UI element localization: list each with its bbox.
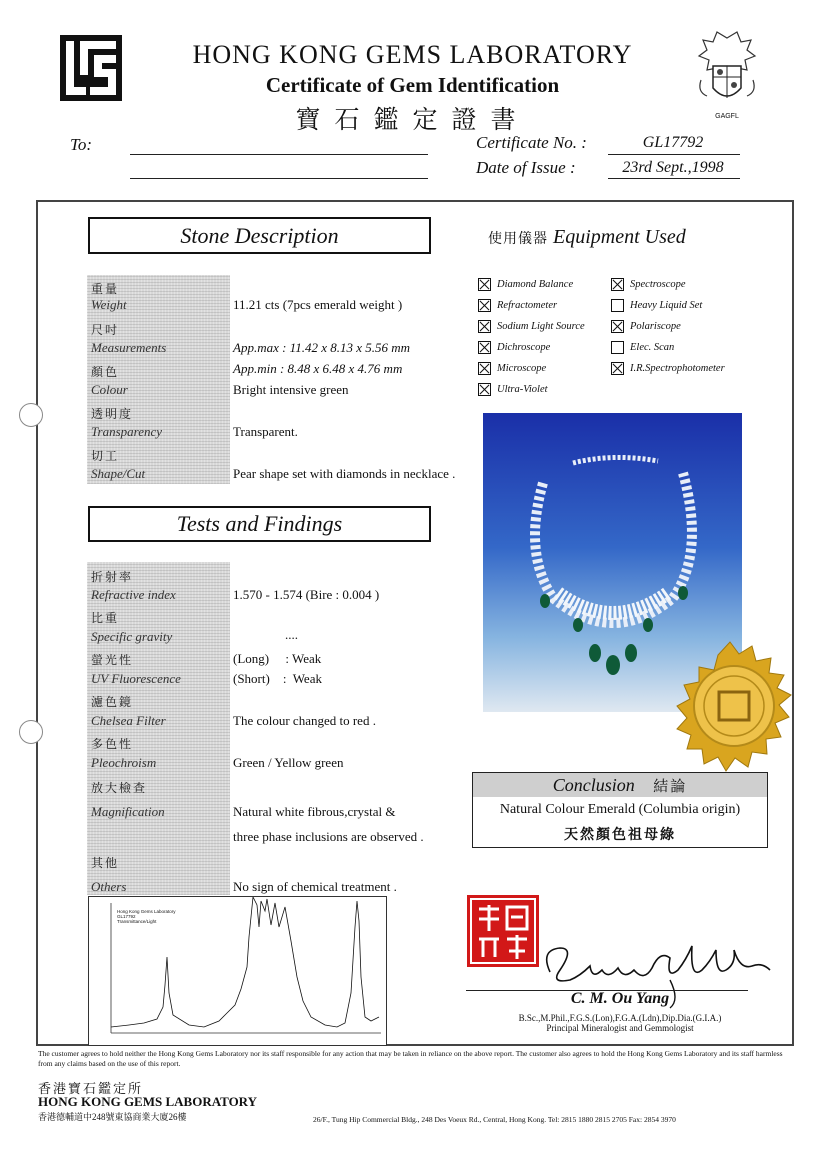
footer-address: 26/F., Tung Hip Commercial Bldg., 248 Des Voeux Rd., Central, Hong Kong. Tel: 2815 1880 2815 2705 Fax: 2854 3970 xyxy=(313,1115,676,1124)
certificate-title: Certificate of Gem Identification xyxy=(265,73,560,97)
ir-spectrum-plot xyxy=(88,896,387,1046)
equipment-item xyxy=(478,278,573,291)
conclusion-result-cn: 天然顏色祖母綠 xyxy=(564,828,676,843)
signatory-degrees: B.Sc.,M.Phil.,F.G.S.(Lon),F.G.A.(Ldn),Dip.Dia.(G.I.A.) xyxy=(518,1013,722,1023)
magnification-value-1: Natural white fibrous,crystal & xyxy=(233,804,396,819)
equipment-label: Diamond Balance xyxy=(497,279,574,290)
conclusion-title: Conclusion xyxy=(552,775,635,795)
checked-box-icon xyxy=(478,362,491,375)
checked-box-icon xyxy=(478,278,491,291)
transparency-label-cn: 透明度 xyxy=(91,407,134,421)
checked-box-icon xyxy=(611,278,624,291)
equipment-item xyxy=(611,362,725,375)
issue-date: 23rd Sept.,1998 xyxy=(622,159,724,176)
specific-gravity-label-cn: 比重 xyxy=(91,611,120,625)
crest-label: GAGFL xyxy=(715,113,739,120)
equipment-heading-cn: 使用儀器 xyxy=(488,232,548,247)
equipment-item xyxy=(611,299,702,312)
checked-box-icon xyxy=(478,299,491,312)
refractive-index-label-cn: 折射率 xyxy=(91,570,134,584)
weight-label-cn: 重量 xyxy=(91,282,120,296)
transparency-value: Transparent. xyxy=(233,424,298,439)
refractive-index-value: 1.570 - 1.574 (Bire : 0.004 ) xyxy=(233,587,380,602)
conclusion-box xyxy=(472,772,768,848)
shape-value: Pear shape set with diamonds in necklace . xyxy=(233,466,456,481)
cert-number: GL17792 xyxy=(642,134,704,151)
shape-label-cn: 切工 xyxy=(91,449,120,463)
lab-name: HONG KONG GEMS LABORATORY xyxy=(192,40,633,69)
measurements-min: App.min : 8.48 x 6.48 x 4.76 mm xyxy=(233,361,403,376)
checked-box-icon xyxy=(478,320,491,333)
issue-date-line xyxy=(608,178,740,179)
magnification-value-2: three phase inclusions are observed . xyxy=(233,829,424,844)
conclusion-result: Natural Colour Emerald (Columbia origin) xyxy=(499,802,741,817)
equipment-label: Spectroscope xyxy=(630,279,686,290)
lab-logo xyxy=(60,35,122,101)
specific-gravity-label: Specific gravity xyxy=(91,629,173,644)
equipment-item xyxy=(478,320,585,333)
weight-label: Weight xyxy=(91,297,127,312)
gold-seal xyxy=(655,640,805,790)
shape-label: Shape/Cut xyxy=(91,466,146,481)
signatory-name: C. M. Ou Yang xyxy=(570,990,670,1007)
crest-icon xyxy=(693,30,761,108)
magnification-label-cn: 放大檢查 xyxy=(91,781,148,795)
others-label: Others xyxy=(91,879,127,894)
tests-findings-heading: Tests and Findings xyxy=(88,506,431,542)
conclusion-header xyxy=(473,773,767,797)
spectrum-header-line-3: Transmittance/Light xyxy=(117,919,157,924)
equipment-item xyxy=(611,278,686,291)
uv-short-value: (Short) : Weak xyxy=(233,671,322,686)
measurements-label-cn: 尺吋 xyxy=(91,323,120,337)
equipment-item xyxy=(611,320,681,333)
equipment-heading-en: Equipment Used xyxy=(553,226,686,248)
empty-checkbox-icon xyxy=(611,299,624,312)
to-line-2 xyxy=(130,178,428,179)
equipment-item xyxy=(478,362,546,375)
equipment-label: Elec. Scan xyxy=(630,342,675,353)
equipment-item xyxy=(611,341,674,354)
binder-hole xyxy=(19,720,43,744)
footer-lab-name: HONG KONG GEMS LABORATORY xyxy=(38,1094,258,1109)
chelsea-filter-label: Chelsea Filter xyxy=(91,713,166,728)
crest-emblem xyxy=(693,30,761,120)
pleochroism-label-cn: 多色性 xyxy=(91,737,134,751)
equipment-label: Heavy Liquid Set xyxy=(630,300,703,311)
to-line-1 xyxy=(130,154,428,155)
footer-address-cn: 香港德輔道中248號東協商業大廈26樓 xyxy=(38,1112,187,1122)
footer-lab-name-cn: 香港寶石鑑定所 xyxy=(38,1081,144,1096)
checked-box-icon xyxy=(611,362,624,375)
empty-checkbox-icon xyxy=(611,341,624,354)
spectrum-header-line-1: Hong Kong Gems Laboratory xyxy=(117,909,176,914)
checked-box-icon xyxy=(611,320,624,333)
signatory-credentials xyxy=(470,1013,770,1033)
cert-number-label: Certificate No. : xyxy=(476,133,587,152)
binder-hole xyxy=(19,403,43,427)
refractive-index-label: Refractive index xyxy=(91,587,176,602)
equipment-label: Refractometer xyxy=(497,300,558,311)
others-value: No sign of chemical treatment . xyxy=(233,879,397,894)
equipment-item xyxy=(478,299,557,312)
to-label: To: xyxy=(70,135,93,154)
equipment-label: Polariscope xyxy=(630,321,681,332)
equipment-label: Dichroscope xyxy=(497,342,551,353)
equipment-item xyxy=(478,341,550,354)
spectrum-header-line-2: GL17792 xyxy=(117,914,136,919)
chelsea-filter-value: The colour changed to red . xyxy=(233,713,376,728)
equipment-heading xyxy=(488,226,686,249)
measurements-max: App.max : 11.42 x 8.13 x 5.56 mm xyxy=(233,340,411,355)
equipment-label: Microscope xyxy=(497,363,547,374)
measurements-label: Measurements xyxy=(91,340,167,355)
checked-box-icon xyxy=(478,383,491,396)
weight-value: 11.21 cts (7pcs emerald weight ) xyxy=(233,297,403,312)
equipment-label: Sodium Light Source xyxy=(497,321,585,332)
transparency-label: Transparency xyxy=(91,424,163,439)
conclusion-title-cn: 結論 xyxy=(653,779,688,795)
equipment-label: Ultra-Violet xyxy=(497,384,548,395)
equipment-label: I.R.Spectrophotometer xyxy=(630,363,725,374)
uv-fluorescence-label: UV Fluorescence xyxy=(91,671,181,686)
pleochroism-value: Green / Yellow green xyxy=(233,755,344,770)
cert-number-line xyxy=(608,154,740,155)
chelsea-filter-label-cn: 濾色鏡 xyxy=(91,695,134,709)
spectrum-header xyxy=(117,909,176,924)
colour-value: Bright intensive green xyxy=(233,382,349,397)
certificate-title-cn: 寶石鑑定證書 xyxy=(295,107,530,134)
magnification-label: Magnification xyxy=(91,804,165,819)
specific-gravity-value: .... xyxy=(285,627,298,642)
stone-description-heading: Stone Description xyxy=(88,217,431,254)
disclaimer: The customer agrees to hold neither the Hong Kong Gems Laboratory nor its staff responsible for any action that may be taken in reliance on the above report. The customer also agrees to hold the Hong Kong Gems Laboratory and its staff harmless from any claims based on the use of this report. xyxy=(38,1049,783,1068)
colour-label: Colour xyxy=(91,382,128,397)
colour-label-cn: 顏色 xyxy=(91,365,120,379)
equipment-item xyxy=(478,383,548,396)
uv-long-value: (Long) : Weak xyxy=(233,651,322,666)
checked-box-icon xyxy=(478,341,491,354)
others-label-cn: 其他 xyxy=(91,856,120,870)
pleochroism-label: Pleochroism xyxy=(91,755,157,770)
uv-fluorescence-label-cn: 螢光性 xyxy=(91,653,134,667)
signatory-role: Principal Mineralogist and Gemmologist xyxy=(546,1023,694,1033)
issue-date-label: Date of Issue : xyxy=(476,158,576,177)
